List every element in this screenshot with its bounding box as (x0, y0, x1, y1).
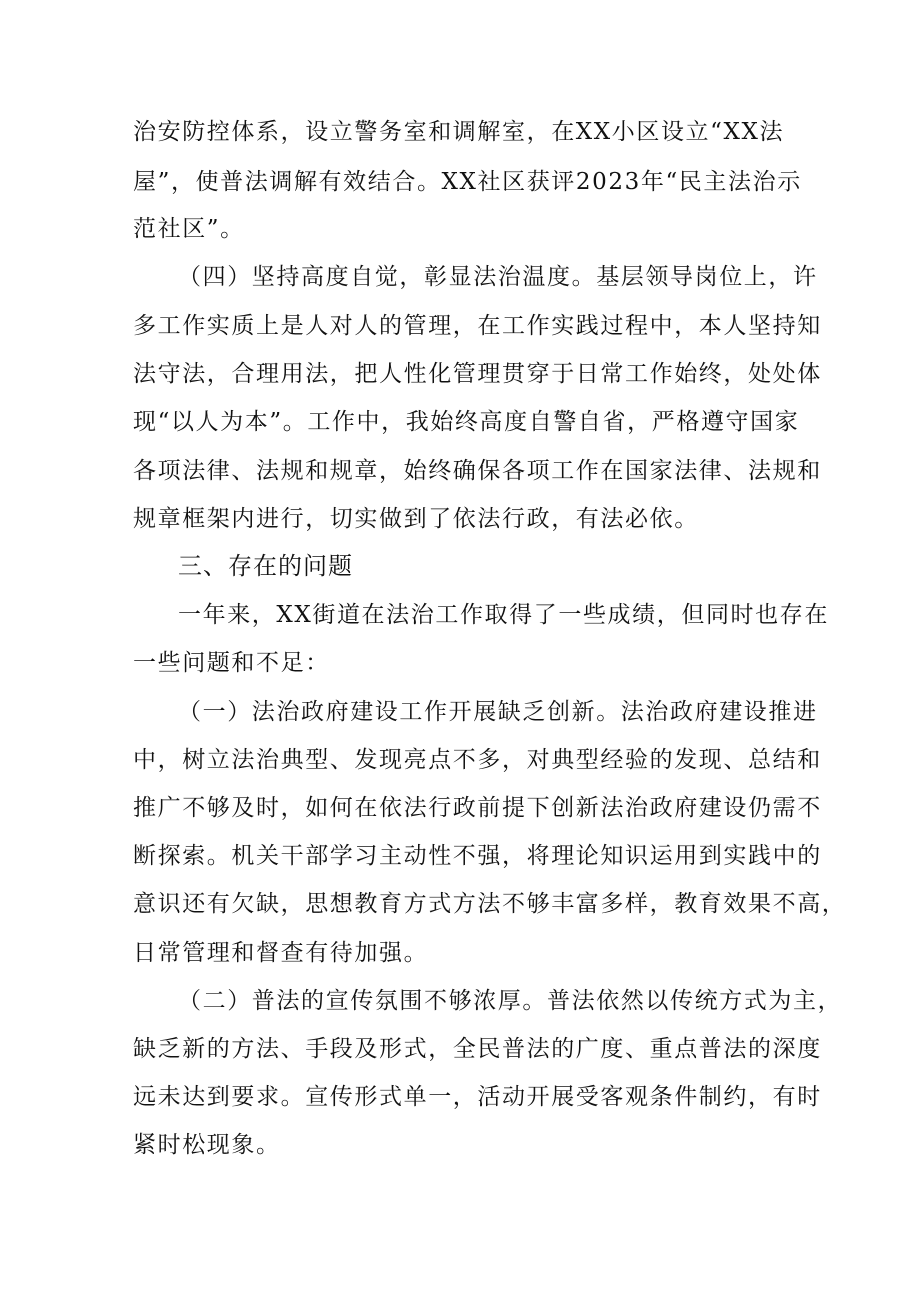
paragraph-line: 远未达到要求。宣传形式单一，活动开展受客观条件制约，有时 (133, 1084, 822, 1110)
paragraph-line: 紧时松现象。 (133, 1132, 281, 1158)
paragraph-line: 意识还有欠缺，思想教育方式方法不够丰富多样，教育效果不高， (133, 891, 847, 917)
paragraph-line: 推广不够及时，如何在依法行政前提下创新法治政府建设仍需不 (133, 795, 822, 821)
paragraph-line: （一）法治政府建设工作开展缺乏创新。法治政府建设推进 (178, 699, 818, 725)
paragraph-line: 法守法，合理用法，把人性化管理贯穿于日常工作始终，处处体 (133, 361, 822, 387)
paragraph-line: 范社区”。 (133, 216, 245, 242)
paragraph-line: （四）坚持高度自觉，彰显法治温度。基层领导岗位上，许 (178, 264, 818, 290)
paragraph-line: 缺乏新的方法、手段及形式，全民普法的广度、重点普法的深度 (133, 1036, 822, 1062)
paragraph-line: 各项法律、法规和规章，始终确保各项工作在国家法律、法规和 (133, 458, 822, 484)
paragraph-line: 中，树立法治典型、发现亮点不多，对典型经验的发现、总结和 (133, 747, 822, 773)
paragraph-line: 日常管理和督查有待加强。 (133, 940, 429, 966)
paragraph-line: 规章框架内进行，切实做到了依法行政，有法必依。 (133, 506, 699, 532)
paragraph-line: 断探索。机关干部学习主动性不强，将理论知识运用到实践中的 (133, 843, 822, 869)
paragraph-line: （二）普法的宣传氛围不够浓厚。普法依然以传统方式为主， (178, 988, 843, 1014)
section-heading: 三、存在的问题 (178, 552, 353, 580)
paragraph-line: 一年来，XX街道在法治工作取得了一些成绩，但同时也存在 (178, 602, 829, 628)
paragraph-line: 治安防控体系，设立警务室和调解室，在XX小区设立“XX法 (133, 119, 785, 145)
paragraph-line: 屋”，使普法调解有效结合。XX社区获评2023年“民主法治示 (133, 169, 802, 195)
paragraph-line: 一些问题和不足： (133, 650, 330, 676)
paragraph-line: 现“以人为本”。工作中，我始终高度自警自省，严格遵守国家 (133, 409, 800, 435)
paragraph-line: 多工作实质上是人对人的管理，在工作实践过程中，本人坚持知 (133, 313, 822, 339)
